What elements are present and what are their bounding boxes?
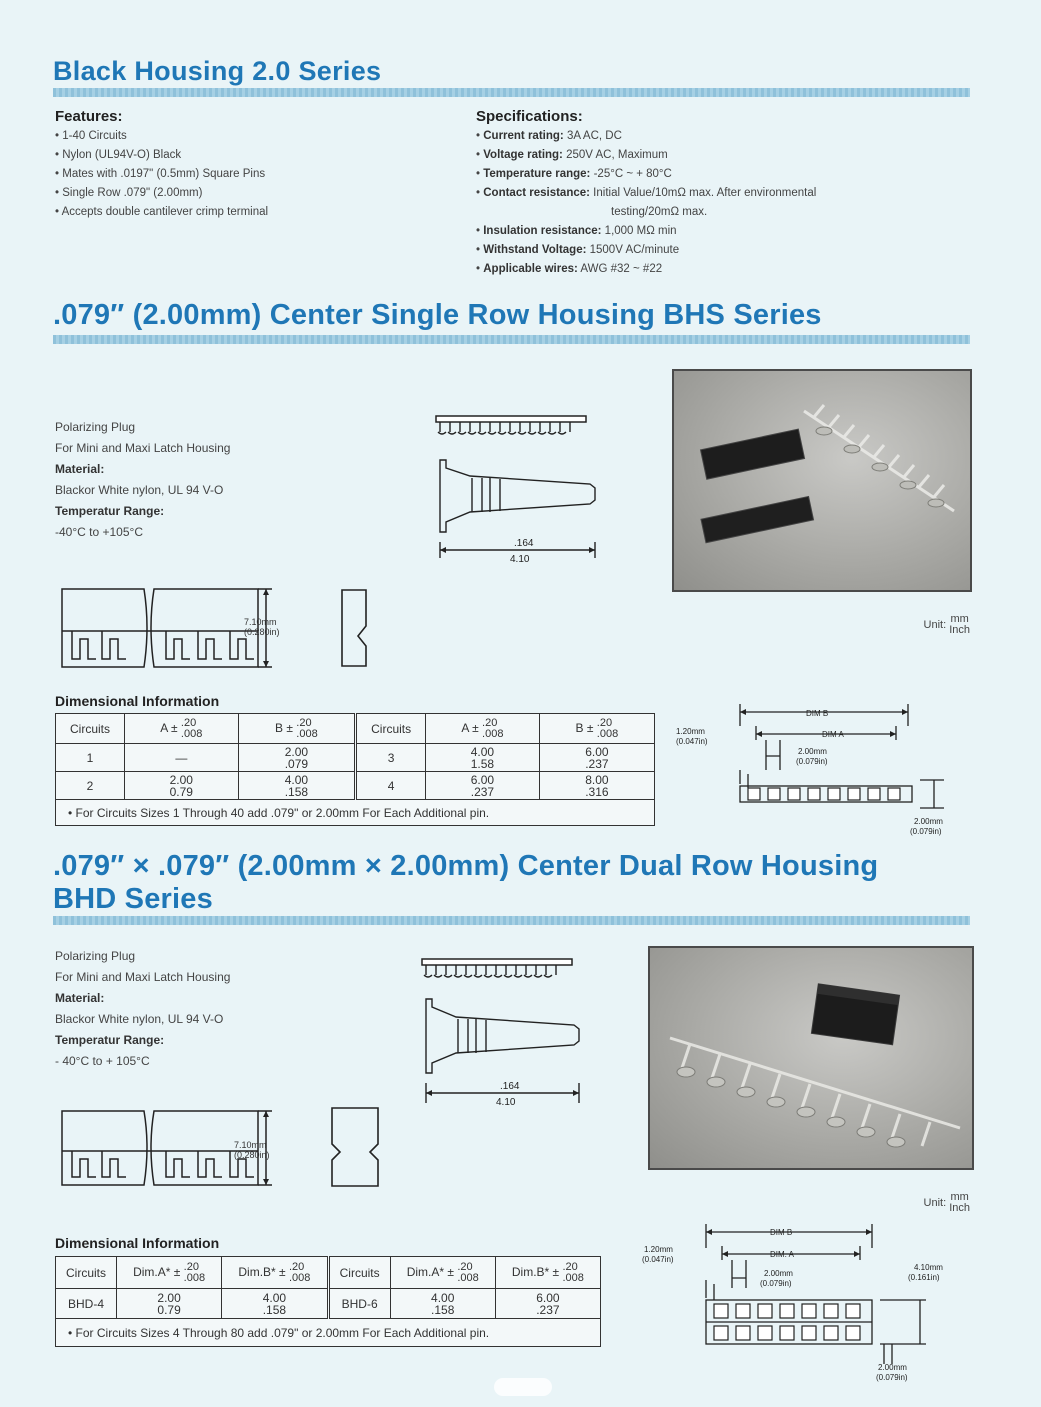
material-value: Blackor White nylon, UL 94 V-O: [55, 1012, 224, 1026]
spec-item: • Contact resistance: Initial Value/10mΩ max. After environmental: [476, 184, 956, 203]
svg-text:.164: .164: [514, 538, 534, 549]
svg-text:DIM B: DIM B: [770, 1228, 793, 1237]
svg-text:(0.047in): (0.047in): [676, 737, 708, 746]
bhd-plug-drawing: [416, 955, 596, 1115]
bhs-polarizing-plug-note: [55, 417, 315, 543]
bhd-photo-content: [650, 948, 972, 1168]
spec-item: • Current rating: 3A AC, DC: [476, 127, 956, 146]
bhd-dimensional-heading: Dimensional Information: [55, 1235, 220, 1251]
feature-item: • Accepts double cantilever crimp terminal: [55, 203, 435, 222]
spec-item: • Withstand Voltage: 1500V AC/minute: [476, 241, 956, 260]
svg-text:(0.079in): (0.079in): [760, 1279, 792, 1288]
bhd-polarizing-plug-note: [55, 946, 315, 1072]
bhd-product-photo: [648, 946, 974, 1170]
note-line: For Mini and Maxi Latch Housing: [55, 441, 231, 455]
bhd-title-line: .079″ × .079″ (2.00mm × 2.00mm) Center Dual Row Housing: [53, 850, 879, 882]
svg-text:(0.079in): (0.079in): [910, 827, 942, 836]
svg-text:1.20mm: 1.20mm: [676, 727, 705, 736]
col-header-b: B ± .20 .008: [238, 714, 356, 744]
material-label: Material:: [55, 462, 105, 476]
bhd-dimension-table: [55, 1256, 601, 1347]
table-footnote: • For Circuits Sizes 1 Through 40 add .079" or 2.00mm For Each Additional pin.: [56, 800, 655, 826]
feature-item: • 1-40 Circuits: [55, 127, 435, 146]
bhs-height-dimension: 7.10mm (0.280in): [244, 617, 280, 637]
bhs-product-photo: [672, 369, 972, 592]
bhd-height-dimension: 7.10mm (0.280in): [234, 1140, 270, 1160]
col-header-a: A ± .20 .008: [426, 714, 540, 744]
features-heading: Features:: [55, 108, 123, 125]
specifications-section: [476, 108, 956, 279]
spec-item: • Insulation resistance: 1,000 MΩ min: [476, 222, 956, 241]
bhd-pitch-diagram: [640, 1220, 970, 1385]
col-header-circuits: Circuits: [328, 1257, 390, 1289]
binding-hole: [494, 1378, 552, 1396]
svg-text:2.00mm: 2.00mm: [914, 817, 943, 826]
bhd-title-line: BHD Series: [53, 883, 213, 915]
note-line: Polarizing Plug: [55, 420, 136, 434]
svg-text:4.10mm: 4.10mm: [914, 1263, 943, 1272]
col-header-dim-b: Dim.B* ± .20 .008: [495, 1257, 600, 1289]
bhs-end-view-drawing: [336, 586, 376, 670]
col-header-circuits: Circuits: [56, 714, 125, 744]
table-row: 1 — 2.00 .079 3 4.00 1.58 6.00 .237: [56, 744, 655, 772]
material-value: Blackor White nylon, UL 94 V-O: [55, 483, 224, 497]
svg-text:2.00mm: 2.00mm: [878, 1363, 907, 1372]
svg-text:4.10: 4.10: [496, 1097, 516, 1108]
svg-text:(0.161in): (0.161in): [908, 1273, 940, 1282]
svg-text:(0.047in): (0.047in): [642, 1255, 674, 1264]
bhd-section-title: [53, 850, 973, 916]
spec-item: • Voltage rating: 250V AC, Maximum: [476, 146, 956, 165]
col-header-dim-a: Dim.A* ± .20 .008: [117, 1257, 222, 1289]
bhs-section-title: .079″ (2.00mm) Center Single Row Housing BHS Series: [53, 299, 822, 331]
specifications-heading: Specifications:: [476, 108, 583, 125]
svg-text:(0.079in): (0.079in): [876, 1373, 908, 1382]
bhd-end-view-drawing: [328, 1104, 384, 1190]
table-row: BHD-4 2.00 0.79 4.00 .158 BHD-6 4.00 .158 6.00 .237: [56, 1289, 601, 1319]
table-footnote: • For Circuits Sizes 4 Through 80 add .079" or 2.00mm For Each Additional pin.: [56, 1319, 601, 1347]
specifications-list: [476, 127, 956, 279]
bhs-title-divider: [53, 335, 970, 344]
bhs-plug-drawing: [430, 412, 610, 572]
title-divider: [53, 88, 970, 97]
svg-text:2.00mm: 2.00mm: [764, 1269, 793, 1278]
page-title: Black Housing 2.0 Series: [53, 56, 382, 86]
spec-item: • Temperature range: -25°C ~ + 80°C: [476, 165, 956, 184]
col-header-dim-a: Dim.A* ± .20 .008: [390, 1257, 495, 1289]
features-section: [55, 108, 435, 222]
svg-text:2.00mm: 2.00mm: [798, 747, 827, 756]
feature-item: • Single Row .079" (2.00mm): [55, 184, 435, 203]
bhs-pitch-diagram: [672, 700, 962, 840]
spec-item: • Applicable wires: AWG #32 ~ #22: [476, 260, 956, 279]
svg-text:DIM. A: DIM. A: [770, 1250, 795, 1259]
col-header-b: B ± .20 .008: [539, 714, 654, 744]
material-label: Material:: [55, 991, 105, 1005]
svg-text:1.20mm: 1.20mm: [644, 1245, 673, 1254]
col-header-circuits: Circuits: [356, 714, 426, 744]
feature-item: • Mates with .0197" (0.5mm) Square Pins: [55, 165, 435, 184]
svg-text:DIM A: DIM A: [822, 730, 844, 739]
note-line: For Mini and Maxi Latch Housing: [55, 970, 231, 984]
col-header-dim-b: Dim.B* ± .20 .008: [222, 1257, 328, 1289]
temperature-label: Temperatur Range:: [55, 1033, 165, 1047]
table-row: 2 2.00 0.79 4.00 .158 4 6.00 .237 8.00 .316: [56, 772, 655, 800]
temperature-value: - 40°C to + 105°C: [55, 1054, 150, 1068]
svg-text:4.10: 4.10: [510, 554, 530, 565]
feature-item: • Nylon (UL94V-O) Black: [55, 146, 435, 165]
bhs-unit-legend: Unit: mm Inch: [923, 613, 970, 636]
bhd-title-divider: [53, 916, 970, 925]
bhs-photo-content: [674, 371, 970, 590]
col-header-a: A ± .20 .008: [125, 714, 239, 744]
svg-text:(0.079in): (0.079in): [796, 757, 828, 766]
svg-text:.164: .164: [500, 1081, 520, 1092]
temperature-label: Temperatur Range:: [55, 504, 165, 518]
temperature-value: -40°C to +105°C: [55, 525, 143, 539]
svg-text:DIM B: DIM B: [806, 709, 829, 718]
bhd-unit-legend: Unit: mm Inch: [923, 1191, 970, 1214]
spec-item-continued: testing/20mΩ max.: [611, 206, 708, 218]
features-list: [55, 127, 435, 222]
note-line: Polarizing Plug: [55, 949, 136, 963]
bhs-dimension-table: [55, 713, 655, 826]
col-header-circuits: Circuits: [56, 1257, 117, 1289]
bhs-dimensional-heading: Dimensional Information: [55, 693, 220, 709]
